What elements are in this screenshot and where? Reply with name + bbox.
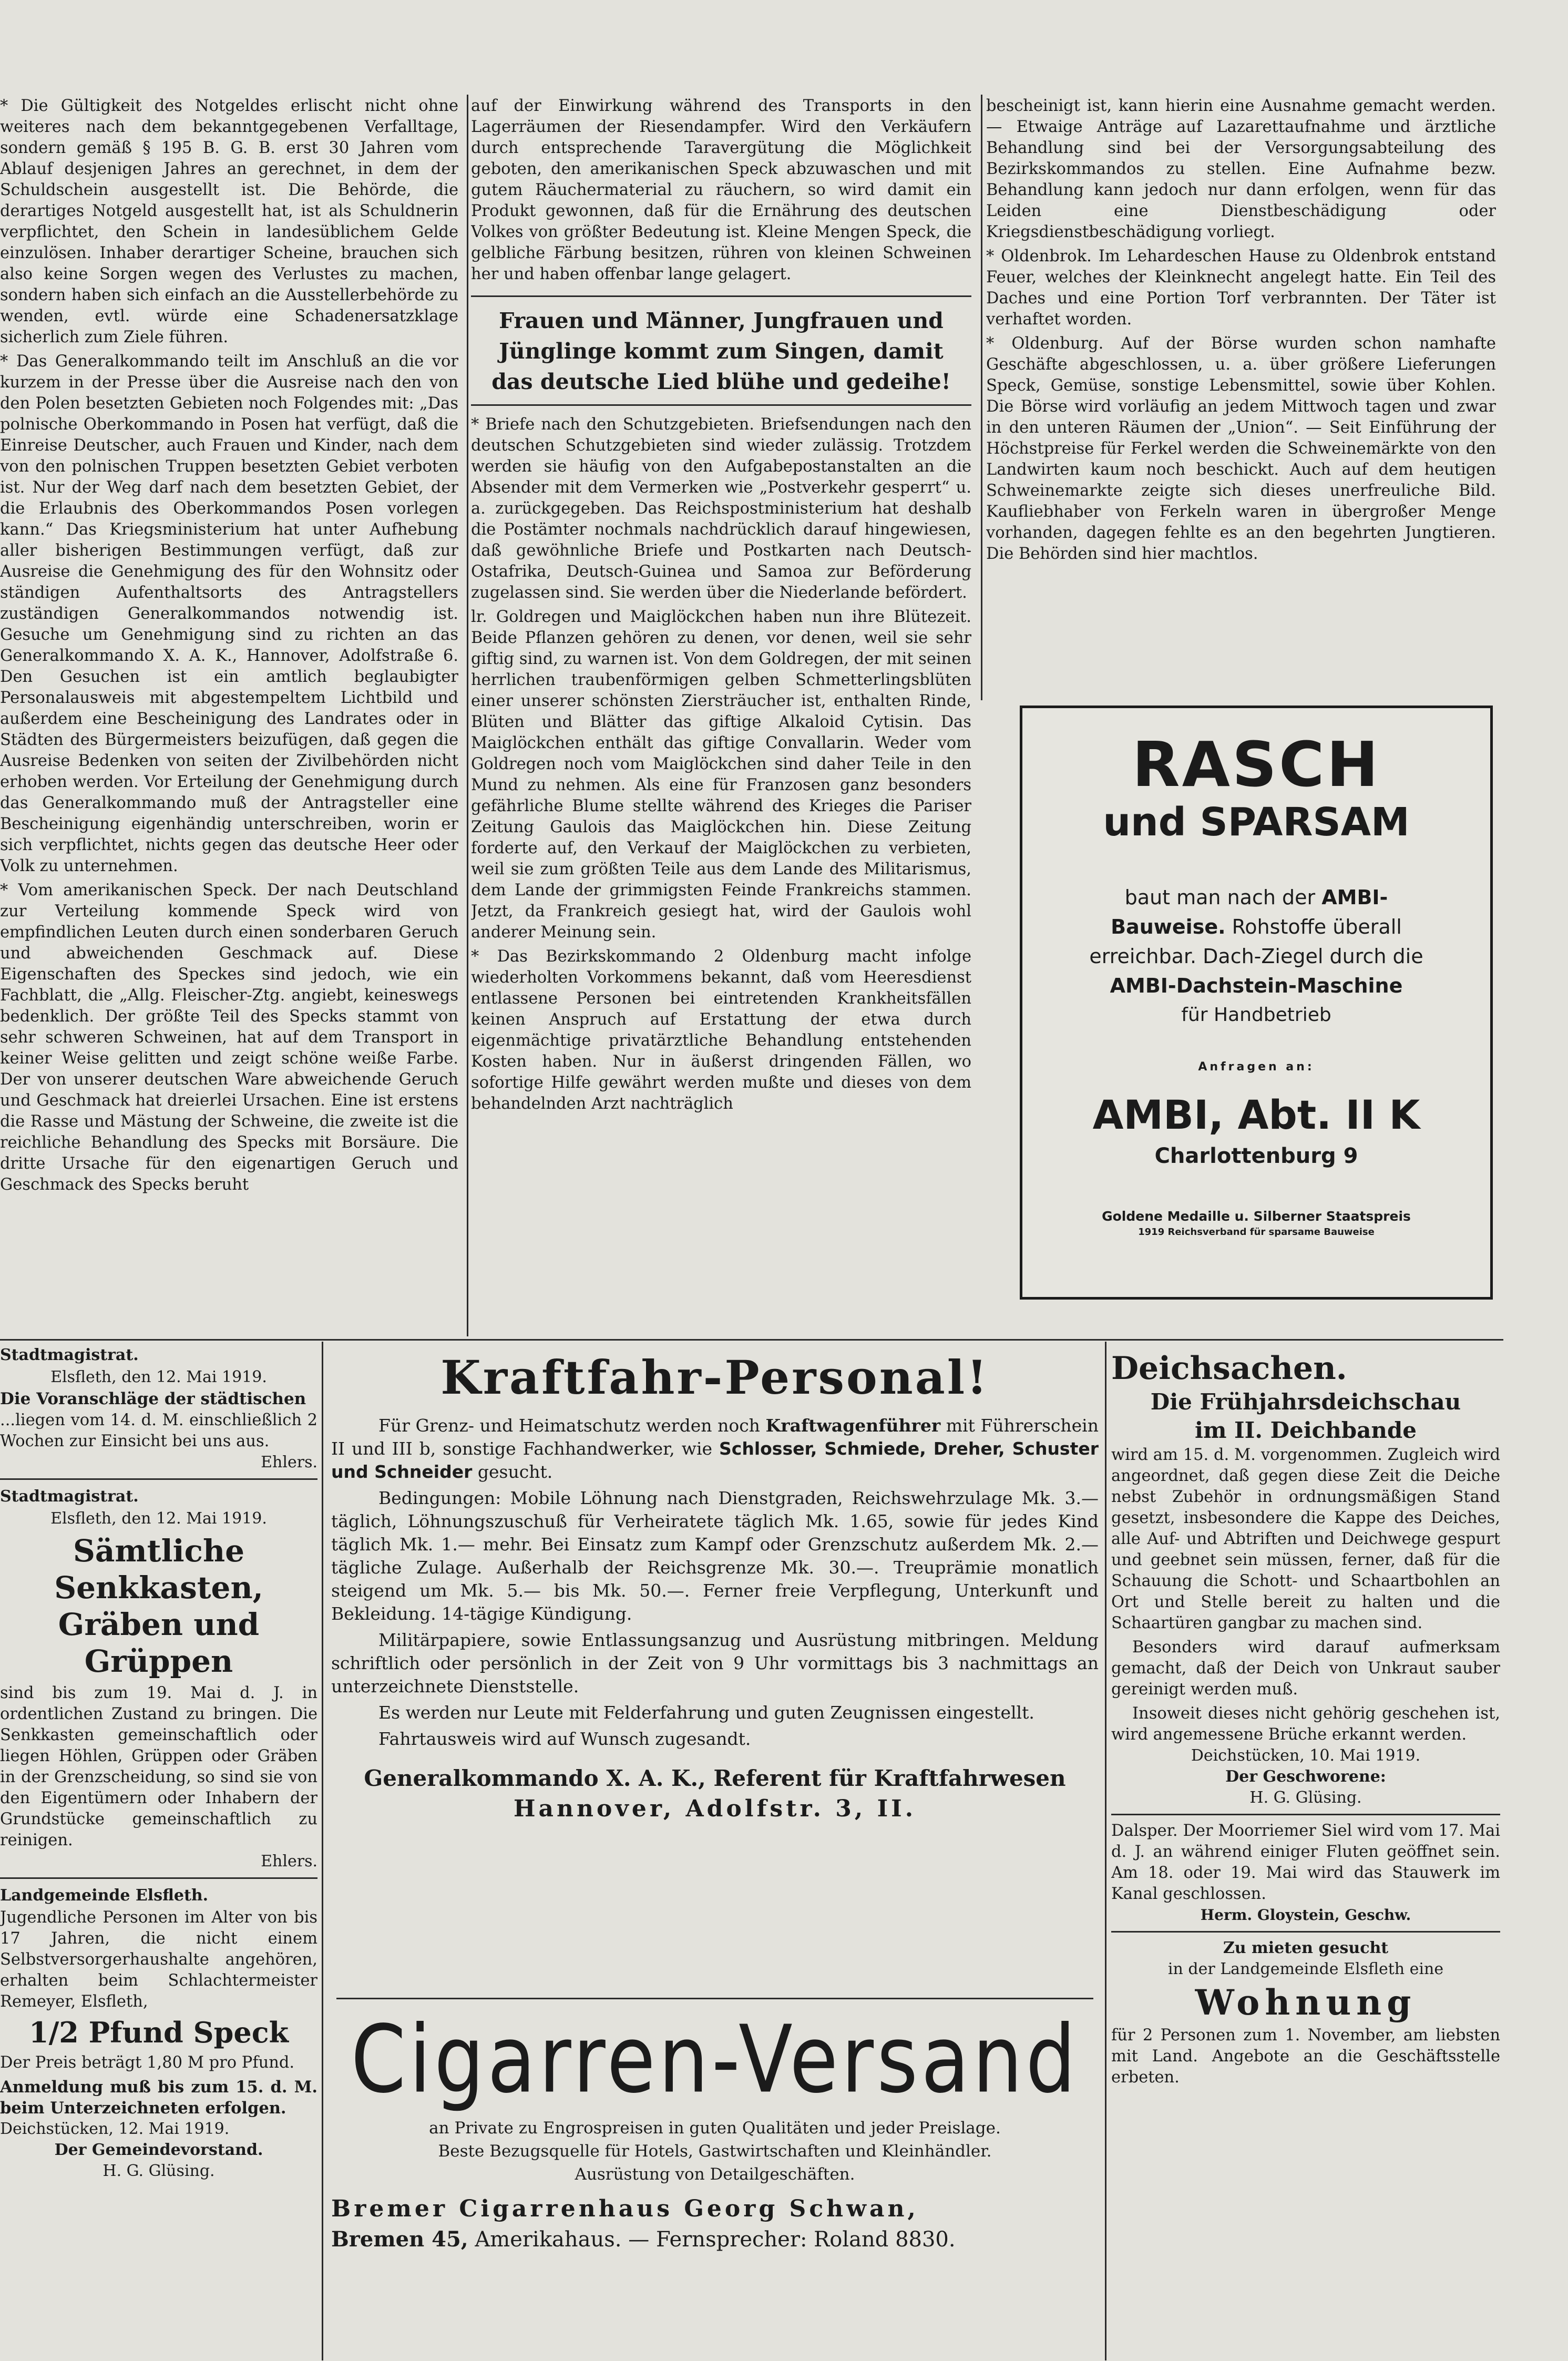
- ad1-title: Die Voranschläge der städtischen: [0, 1389, 306, 1408]
- divider: [471, 295, 971, 297]
- article-oldenburg: * Oldenburg. Auf der Börse wurden schon namhafte Geschäfte abgeschlossen, u. a. über größere Lieferungen Speck, Gemüse, sonstige Lebensmittel, sowie über Kohlen. Die Börse wird vorläufig an jedem Mittwoch tagen und zwar in den unteren Räumen der „Union“. — Seit Einführung der Höchstpreise für Ferkel werden die Schweinemärkte von den Landwirten kaum noch beschickt. Auch auf dem heutigen Schweinemarkte zeigte sich dieses unerfreuliche Bild. Kaufliebhaber von Ferkeln waren in übergroßer Menge vorhanden, dagegen fehlte es an den begehrten Jungtieren. Die Behörden sind hier machtlos.: [986, 334, 1496, 563]
- column-middle: [471, 96, 971, 1334]
- ambi-line2: Bauweise. Rohstoffe überall: [1111, 915, 1402, 938]
- wohnung-text: für 2 Personen zum 1. November, am liebsten mit Land. Angebote an die Geschäftsstelle erbeten.: [1111, 2026, 1500, 2087]
- column-rule: [1105, 1342, 1106, 2360]
- deich-sign1: Der Geschworene:: [1225, 1767, 1386, 1786]
- kraftfahr-conditions: Bedingungen: Mobile Löhnung nach Dienstgraden, Reichswehrzulage Mk. 3.— täglich, Löhnungszuschuß für Verheiratete täglich Mk. 1.65, sowie für jedes Kind täglich Mk. 1.— mehr. Bei Einsatz zum Kampf oder Grenzschutz außerdem Mk. 2.— tägliche Zulage. Außerhalb der Reichsgrenze Mk. 30.—. Treuprämie monatlich steigend um Mk. 5.— bis Mk. 50.—. Ferner freie Verpflegung, Unterkunft und Bekleidung. 14-tägige Kündigung.: [331, 1488, 1099, 1624]
- article-notgeld: * Die Gültigkeit des Notgeldes erlischt nicht ohne weiteres nach dem bekanntgegebenen Verfalltage, sondern gemäß § 195 B. G. B. erst 30 Jahren vom Ablauf desjenigen Jahres an gerechnet, in dem der Schuldschein ausgestellt ist. Die Behörde, die derartiges Notgeld ausgestellt hat, ist als Schuldnerin verpflichtet, den Schein in landesüblichem Gelde einzulösen. Inhaber derartiger Scheine, brauchen sich also keine Sorgen wegen des Verlustes zu machen, sondern haben sich einfach an die Ausstellerbehörde zu wenden, evtl. würde eine Schadenersatzklage sicherlich zum Ziele führen.: [0, 97, 458, 346]
- right-ads: [1111, 1349, 1500, 2358]
- ad1-head: Stadtmagistrat.: [0, 1346, 139, 1364]
- cigar-line3: Ausrüstung von Detailgeschäften.: [575, 2165, 855, 2184]
- slogan-headline: Frauen und Männer, Jungfrauen und Jünglinge kommt zum Singen, damit das deutsche Lied blühe und gedeihe!: [491, 308, 951, 394]
- divider: [0, 1478, 317, 1480]
- siel-text: Dalsper. Der Moorriemer Siel wird vom 17. Mai d. J. an während einiger Fluten geöffnet sein. Am 18. oder 19. Mai wird das Stauwerk im Kanal geschlossen.: [1111, 1822, 1500, 1903]
- deich-text2: Besonders wird darauf aufmerksam gemacht, daß der Deich von Unkraut sauber gereinigt werden muß.: [1111, 1638, 1500, 1699]
- article-goldregen: lr. Goldregen und Maiglöckchen haben nun ihre Blütezeit. Beide Pflanzen gehören zu denen, vor denen, weil sie sehr giftig sind, zu warnen ist. Von dem Goldregen, der mit seinen herrlichen traubenförmigen gelben Schmetterlingsblüten einer unserer schönsten Ziersträucher ist, enthalten Rinde, Blüten und Blätter das giftige Alkaloid Cytisin. Das Maiglöckchen enthält das giftige Convallarin. Weder vom Goldregen noch vom Maiglöckchen sind daher Teile in den Mund zu nehmen. Als eine für Franzosen ganz besonders gefährliche Blume stellte während des Krieges die Pariser Zeitung Gaulois das Maiglöckchen hin. Diese Zeitung forderte auf, den Verkauf der Maiglöckchen zu verbieten, weil sie zum größten Teile aus dem Lande des Militarismus, dem Lande der grimmigsten Feinde Frankreichs stammen. Jetzt, da Frankreich gesiegt hat, wird der Gaulois wohl anderer Meinung sein.: [471, 608, 971, 942]
- ad3-title: 1/2 Pfund Speck: [29, 2016, 289, 2049]
- divider: [0, 1877, 317, 1879]
- wohnung-head2: in der Landgemeinde Elsfleth eine: [1167, 1960, 1444, 1978]
- kraftfahr-papers: Militärpapiere, sowie Entlassungsanzug und Ausrüstung mitbringen. Meldung schriftlich oder persönlich in der Zeit von 9 Uhr vormittags bis 3 nachmittags an unterzeichnete Dienststelle.: [331, 1630, 1099, 1696]
- kraftfahr-experience: Es werden nur Leute mit Felderfahrung und guten Zeugnissen eingestellt.: [378, 1702, 1034, 1723]
- kraftfahr-sign2: Hannover, Adolfstr. 3, II.: [513, 1795, 917, 1822]
- ambi-line1: baut man nach der AMBI-: [1124, 886, 1388, 909]
- column-rule: [467, 95, 468, 1336]
- deich-sub2: im II. Deichbande: [1195, 1417, 1417, 1443]
- cigar-address: Bremen 45, Amerikahaus. — Fernsprecher: Roland 8830.: [331, 2227, 956, 2252]
- ad2-date: Elsfleth, den 12. Mai 1919.: [50, 1509, 267, 1528]
- ambi-inquiry: Anfragen an:: [1198, 1060, 1315, 1074]
- ad2-head: Stadtmagistrat.: [0, 1487, 139, 1506]
- ambi-line5: für Handbetrieb: [1181, 1004, 1331, 1026]
- deich-title: Deichsachen.: [1111, 1350, 1347, 1387]
- cigar-ad: [331, 2007, 1099, 2359]
- column-rule: [322, 1342, 323, 2360]
- cigar-company: Bremer Cigarrenhaus Georg Schwan,: [331, 2195, 919, 2222]
- ambi-subtitle: und SPARSAM: [1103, 800, 1410, 845]
- ad3-sign2: H. G. Glüsing.: [103, 2162, 215, 2180]
- deich-date: Deichstücken, 10. Mai 1919.: [1191, 1746, 1421, 1765]
- ad-stadtmagistrat-1: [0, 1344, 317, 1473]
- ambi-title: RASCH: [1132, 728, 1381, 801]
- column-right: [986, 96, 1496, 698]
- ambi-line4: AMBI-Dachstein-Maschine: [1110, 974, 1403, 997]
- wohnung-head1: Zu mieten gesucht: [1223, 1939, 1389, 1957]
- ad1-text: ...liegen vom 14. d. M. einschließlich 2 Wochen zur Einsicht bei uns aus.: [0, 1411, 317, 1450]
- divider: [1111, 1814, 1500, 1815]
- article-bezirkskommando: * Das Bezirkskommando 2 Oldenburg macht infolge wiederholten Vorkommens bekannt, daß vom Heeresdienst entlassene Personen bei eintretenden Krankheitsfällen keinen Anspruch auf Erstattung der etwa durch eigenmächtige privatärztliche Behandlung entstehenden Kosten haben. Nur in äußerst dringenden Fällen, wo sofortige Hilfe gewährt werden mußte und dieses von dem behandelnden Arzt nachträglich: [471, 947, 971, 1113]
- cigar-line1: an Private zu Engrospreisen in guten Qualitäten und jeder Preislage.: [429, 2119, 1001, 2138]
- ambi-line3: erreichbar. Dach-Ziegel durch die: [1089, 945, 1423, 968]
- cigar-line2: Beste Bezugsquelle für Hotels, Gastwirtschaften und Kleinhändler.: [438, 2142, 992, 2161]
- ad3-date: Deichstücken, 12. Mai 1919.: [0, 2120, 230, 2138]
- ad3-sign1: Der Gemeindevorstand.: [54, 2141, 263, 2159]
- divider: [471, 404, 971, 406]
- divider: [336, 1998, 1093, 1999]
- ad2-title: Sämtliche Senkkasten, Gräben und Grüppen: [54, 1533, 263, 1679]
- kraftfahr-intro: Für Grenz- und Heimatschutz werden noch Kraftwagenführer mit Führerschein II und III b, sonstige Fachhandwerker, wie Schlosser, Schmiede, Dreher, Schuster und Schneider gesucht.: [331, 1415, 1099, 1482]
- deich-sign2: H. G. Glüsing.: [1249, 1788, 1362, 1807]
- ad3-head: Landgemeinde Elsfleth.: [0, 1886, 209, 1905]
- article-ausreise: * Das Generalkommando teilt im Anschluß an die vor kurzem in der Presse über die Ausreise nach den von den Polen besetzten Gebieten noch Folgendes mit: „Das polnische Oberkommando in Posen hat verfügt, daß die Einreise Deutscher, auch Frauen und Kinder, nach dem von den polnischen Truppen besetzten Gebiet verboten ist. Nur der Weg darf nach dem besetzten Gebiet, der die Erlaubnis des Oberkommandos Posen vorlegen kann.“ Das Kriegsministerium hat unter Aufhebung aller bisherigen Bestimmungen verfügt, daß zur Ausreise die Genehmigung des für den Wohnsitz oder ständigen Aufenthaltsorts des Antragstellers zuständigen Generalkommandos notwendig ist. Gesuche um Genehmigung sind zu richten an das Generalkommando X. A. K., Hannover, Adolfstraße 6. Den Gesuchen ist ein amtlich beglaubigter Personalausweis mit abgestempeltem Lichtbild und außerdem eine Bescheinigung des Landrates oder in Städten des Bürgermeisters beizufügen, daß gegen die Ausreise Bedenken von seiten der Zivilbehörden nicht erhoben werden. Vor Erteilung der Genehmigung durch das Generalkommando muß der Antragsteller eine Bescheinigung eigenhändig unterschreiben, worin er sich verpflichtet, nichts gegen das deutsche Heer oder Volk zu unternehmen.: [0, 352, 458, 875]
- ad3-text: Jugendliche Personen im Alter von bis 17 Jahren, die nicht einem Selbstversorgerhaushalte angehören, erhalten beim Schlachtermeister Remeyer, Elsfleth,: [0, 1908, 317, 2011]
- kraftfahr-ticket: Fahrtausweis wird auf Wunsch zugesandt.: [378, 1729, 751, 1749]
- ad1-sign: Ehlers.: [261, 1453, 317, 1471]
- ambi-ad: [1020, 706, 1493, 1300]
- ad-stadtmagistrat-2: [0, 1485, 317, 1872]
- ad3-price: Der Preis beträgt 1,80 M pro Pfund.: [0, 2053, 295, 2072]
- ad2-text: sind bis zum 19. Mai d. J. in ordentlichen Zustand zu bringen. Die Senkkasten gemeinschaftlich oder liegen Höhlen, Grüppen oder Gräben in der Grenzscheidung, so sind sie von den Eigentümern oder Inhabern der Grundstücke gemeinschaftlich zu reinigen.: [0, 1684, 317, 1849]
- cigar-title: Cigarren-Versand: [351, 2007, 1079, 2114]
- divider: [1111, 1931, 1500, 1933]
- ambi-company: AMBI, Abt. II K: [1092, 1091, 1420, 1138]
- deich-text3: Insoweit dieses nicht gehörig geschehen ist, wird angemessene Brüche erkannt werden.: [1111, 1704, 1500, 1744]
- kraftfahr-ad: [331, 1349, 1099, 1988]
- deich-text: wird am 15. d. M. vorgenommen. Zugleich wird angeordnet, daß gegen diese Zeit die Deiche nebst Zubehör in ordnungsmäßigen Stand gesetzt, insbesondere die Kappe des Deiches, alle Auf- und Abtriften und Deichwege gespurt und geebnet sein müssen, ferner, daß für die Schauung die Schott- und Schaartbohlen an Ort und Stelle bereit zu halten und die Schaartüren gangbar zu machen sind.: [1111, 1446, 1500, 1632]
- wohnung-title: Wohnung: [1195, 1982, 1417, 2023]
- ad1-date: Elsfleth, den 12. Mai 1919.: [50, 1368, 267, 1386]
- siel-sign: Herm. Gloystein, Geschw.: [1200, 1906, 1411, 1924]
- article-speck-cont: auf der Einwirkung während des Transports in den Lagerräumen der Riesendampfer. Wird den Verkäufern durch entsprechende Taravergütung die Möglichkeit geboten, den amerikanischen Speck abzuwaschen und mit gutem Räuchermaterial zu räuchern, so wird damit ein Produkt gewonnen, daß für die Ernährung des deutschen Volkes von größter Bedeutung ist. Kleine Mengen Speck, die gelbliche Färbung besitzen, rühren von kleinen Schweinen her und haben offenbar lange gelagert.: [471, 97, 971, 283]
- left-ads: [0, 1344, 317, 2358]
- article-oldenbrok: * Oldenbrok. Im Lehardeschen Hause zu Oldenbrok entstand Feuer, welches der Kleinknecht angelegt hatte. Ein Teil des Daches und eine Portion Torf verbrannten. Der Täter ist verhaftet worden.: [986, 247, 1496, 329]
- column-left: [0, 96, 458, 1334]
- ambi-award: Goldene Medaille u. Silberner Staatspreis: [1102, 1209, 1411, 1224]
- ambi-city: Charlottenburg 9: [1154, 1144, 1358, 1168]
- ambi-award-sub: 1919 Reichsverband für sparsame Bauweise: [1138, 1227, 1375, 1238]
- ad-landgemeinde: [0, 1884, 317, 2182]
- column-rule: [981, 95, 982, 700]
- article-briefe: * Briefe nach den Schutzgebieten. Briefsendungen nach den deutschen Schutzgebieten sind wieder zulässig. Trotzdem werden sie häufig von den Aufgabepostanstalten an die Absender mit dem Vermerken wie „Postverkehr gesperrt“ u. a. zurückgegeben. Das Reichspostministerium hat deshalb die Postämter nochmals nachdrücklich darauf hingewiesen, daß gewöhnliche Briefe und Postkarten nach Deutsch-Ostafrika, Deutsch-Guinea und Samoa zur Beförderung zugelassen sind. Sie werden über die Niederlande befördert.: [471, 415, 971, 602]
- deich-sub1: Die Frühjahrsdeichschau: [1150, 1389, 1461, 1415]
- article-speck: * Vom amerikanischen Speck. Der nach Deutschland zur Verteilung kommende Speck wird von empfindlichen Leuten durch einen sonderbaren Geruch und abweichenden Geschmack auf. Diese Eigenschaften des Speckes sind jedoch, wie ein Fachblatt, die „Allg. Fleischer-Ztg. angiebt, keineswegs bedenklich. Der größte Teil des Specks stammt von sehr schweren Schweinen, hat auf dem Transport in keiner Weise gelitten und zeigt schöne weiße Farbe. Der von unserer deutschen Ware abweichende Geruch und Geschmack hat dreierlei Ursachen. Eine ist erstens die Rasse und Mästung der Schweine, die zweite ist die reichliche Behandlung des Specks mit Borsäure. Die dritte Ursache für den eigenartigen Geruch und Geschmack des Specks beruht: [0, 881, 458, 1194]
- article-lazarett: bescheinigt ist, kann hierin eine Ausnahme gemacht werden. — Etwaige Anträge auf Lazarettaufnahme und ärztliche Behandlung sind bei der Versorgungsabteilung des Bezirkskommandos zu stellen. Eine Aufnahme bezw. Behandlung kann jedoch nur dann erfolgen, wenn für das Leiden eine Dienstbeschädigung oder Kriegsdienstbeschädigung vorliegt.: [986, 97, 1496, 241]
- kraftfahr-title: Kraftfahr-Personal!: [440, 1350, 989, 1405]
- ad3-text2: Anmeldung muß bis zum 15. d. M. beim Unterzeichneten erfolgen.: [0, 2078, 317, 2118]
- kraftfahr-sign1: Generalkommando X. A. K., Referent für Kraftfahrwesen: [364, 1765, 1066, 1791]
- section-rule: [0, 1339, 1503, 1341]
- ad2-sign: Ehlers.: [261, 1852, 317, 1871]
